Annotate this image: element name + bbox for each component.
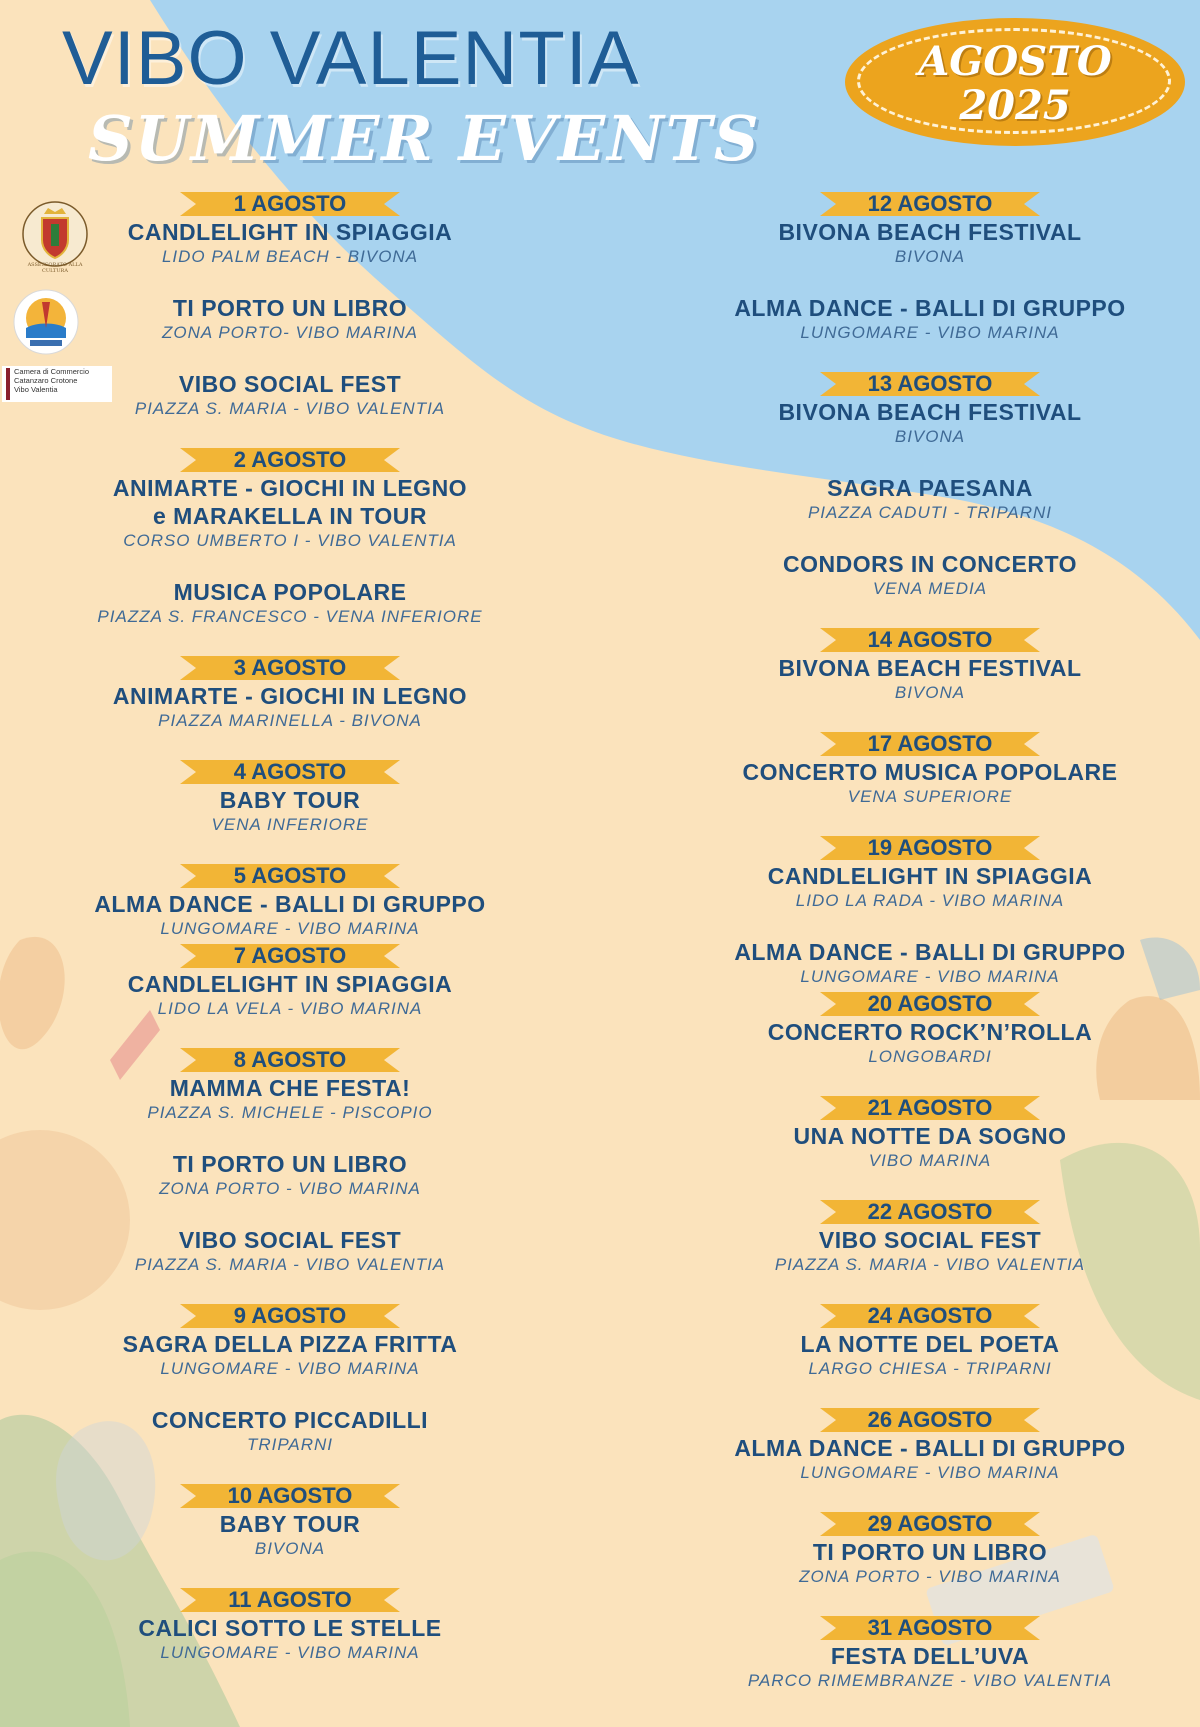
event-item [90,446,490,552]
event-location: LUNGOMARE - VIBO MARINA [160,1643,420,1662]
event-date: 11 AGOSTO [228,1587,352,1612]
event-date-badge [180,1482,400,1510]
event-item [730,474,1130,524]
event-item [730,1302,1130,1380]
event-location: LIDO PALM BEACH - BIVONA [161,247,419,266]
event-date-badge [820,990,1040,1018]
event-title: VIBO SOCIAL FEST [178,371,402,397]
event-location: VIBO MARINA [868,1151,992,1170]
event-item [730,1614,1130,1692]
event-item [730,1198,1130,1276]
year-label: 2025 [959,82,1071,129]
event-date: 8 AGOSTO [233,1047,347,1072]
event-item [730,1510,1130,1588]
event-location: PIAZZA S. FRANCESCO - VENA INFERIORE [97,607,483,626]
event-item [90,1226,490,1276]
event-item [90,862,490,940]
event-location: PIAZZA S. MARIA - VIBO VALENTIA [134,1255,446,1274]
event-date-badge [820,1614,1040,1642]
event-item [730,294,1130,344]
event-date-badge [180,1586,400,1614]
event-title: MAMMA CHE FESTA! [169,1075,411,1101]
event-title-line2: e MARAKELLA IN TOUR [153,503,427,529]
event-location: LONGOBARDI [868,1047,992,1066]
event-location: LUNGOMARE - VIBO MARINA [160,1359,420,1378]
event-title: ALMA DANCE - BALLI DI GRUPPO [94,891,486,917]
chamber-logo-line: Vibo Valentia [14,385,58,394]
chamber-logo-text [14,367,89,394]
event-location: BIVONA [254,1539,326,1558]
event-item [730,190,1130,268]
event-date: 10 AGOSTO [227,1483,353,1508]
event-item [90,1302,490,1380]
event-title: CALICI SOTTO LE STELLE [138,1615,442,1641]
event-date-badge [820,1198,1040,1226]
event-date: 29 AGOSTO [867,1511,993,1536]
event-title: CONCERTO PICCADILLI [151,1407,429,1433]
month-label: AGOSTO [918,38,1112,85]
event-location: BIVONA [894,247,966,266]
chamber-logo-line: Catanzaro Crotone [14,376,78,385]
event-location: ZONA PORTO- VIBO MARINA [162,323,418,342]
event-date: 9 AGOSTO [233,1303,347,1328]
event-title: VIBO SOCIAL FEST [178,1227,402,1253]
event-location: VENA INFERIORE [211,815,369,834]
event-date-badge [180,942,400,970]
event-title: FESTA DELL’UVA [830,1643,1030,1669]
event-item [90,578,490,628]
event-location: PIAZZA S. MARIA - VIBO VALENTIA [134,399,446,418]
event-title: SAGRA DELLA PIZZA FRITTA [122,1331,458,1357]
event-location: PARCO RIMEMBRANZE - VIBO VALENTIA [747,1671,1113,1690]
page-title: VIBO VALENTIA [62,16,640,101]
event-title: ALMA DANCE - BALLI DI GRUPPO [734,1435,1126,1461]
page-subtitle: SUMMER EVENTS [88,102,761,175]
event-title: BIVONA BEACH FESTIVAL [778,399,1082,425]
event-title: SAGRA PAESANA [827,475,1033,501]
event-title: ALMA DANCE - BALLI DI GRUPPO [734,295,1126,321]
event-item [90,1150,490,1200]
event-date: 21 AGOSTO [867,1095,993,1120]
event-title: ALMA DANCE - BALLI DI GRUPPO [734,939,1126,965]
event-location: PIAZZA S. MARIA - VIBO VALENTIA [774,1255,1086,1274]
event-title: TI PORTO UN LIBRO [172,295,408,321]
event-location: LUNGOMARE - VIBO MARINA [800,1463,1060,1482]
event-item [730,370,1130,448]
festival-logo [12,288,80,356]
event-date: 2 AGOSTO [233,447,347,472]
event-location: TRIPARNI [246,1435,334,1454]
event-date-badge [820,1406,1040,1434]
event-item [730,730,1130,808]
event-item [90,294,490,344]
event-date-badge [820,626,1040,654]
event-location: ZONA PORTO - VIBO MARINA [159,1179,421,1198]
event-date-badge [820,834,1040,862]
event-date-badge [820,730,1040,758]
event-location: ZONA PORTO - VIBO MARINA [799,1567,1061,1586]
events-column-right [730,190,1130,1718]
event-title: CANDLELIGHT IN SPIAGGIA [127,219,453,245]
event-title: CONCERTO MUSICA POPOLARE [742,759,1118,785]
event-title: BIVONA BEACH FESTIVAL [778,655,1082,681]
event-date-badge [180,758,400,786]
events-column-left [90,190,490,1690]
event-location: LIDO LA VELA - VIBO MARINA [157,999,423,1018]
event-location: LARGO CHIESA - TRIPARNI [808,1359,1052,1378]
event-date: 26 AGOSTO [867,1407,993,1432]
event-date: 17 AGOSTO [867,731,993,756]
event-item [730,938,1130,988]
event-item [730,990,1130,1068]
event-date-badge [180,862,400,890]
event-date: 24 AGOSTO [867,1303,993,1328]
event-title: ANIMARTE - GIOCHI IN LEGNO [112,475,468,501]
event-location: LUNGOMARE - VIBO MARINA [160,919,420,938]
month-badge-text [845,40,1185,128]
event-location: BIVONA [894,683,966,702]
event-date: 13 AGOSTO [867,371,993,396]
event-title: LA NOTTE DEL POETA [800,1331,1060,1357]
event-location: CORSO UMBERTO I - VIBO VALENTIA [123,531,457,550]
event-title: VIBO SOCIAL FEST [818,1227,1042,1253]
event-date: 14 AGOSTO [867,627,993,652]
event-title: TI PORTO UN LIBRO [812,1539,1048,1565]
event-date: 4 AGOSTO [233,759,347,784]
event-date-badge [820,1302,1040,1330]
chamber-logo-bar [6,368,10,400]
event-item [730,626,1130,704]
event-date: 1 AGOSTO [233,191,347,216]
event-title: CANDLELIGHT IN SPIAGGIA [127,971,453,997]
event-location: PIAZZA S. MICHELE - PISCOPIO [147,1103,433,1122]
event-date-badge [180,1046,400,1074]
event-location: VENA MEDIA [872,579,988,598]
event-title: CONDORS IN CONCERTO [782,551,1078,577]
event-title: BABY TOUR [219,787,361,813]
event-item [730,1406,1130,1484]
event-date-badge [180,190,400,218]
event-item [90,1406,490,1456]
event-title: UNA NOTTE DA SOGNO [793,1123,1067,1149]
event-item [90,1046,490,1124]
event-item [90,1482,490,1560]
event-title: CONCERTO ROCK’N’ROLLA [767,1019,1093,1045]
municipality-crest-logo [20,196,90,276]
crest-logo-text: ASSESSORATO ALLA CULTURA [27,262,83,274]
event-title: TI PORTO UN LIBRO [172,1151,408,1177]
event-date-badge [180,446,400,474]
event-date-badge [820,190,1040,218]
event-item [90,1586,490,1664]
event-title: BIVONA BEACH FESTIVAL [778,219,1082,245]
month-badge [845,18,1185,146]
event-location: VENA SUPERIORE [847,787,1013,806]
event-date: 31 AGOSTO [867,1615,993,1640]
event-date: 22 AGOSTO [867,1199,993,1224]
event-date: 12 AGOSTO [867,191,993,216]
event-title: MUSICA POPOLARE [173,579,407,605]
event-title: CANDLELIGHT IN SPIAGGIA [767,863,1093,889]
event-location: PIAZZA MARINELLA - BIVONA [158,711,422,730]
event-location: LIDO LA RADA - VIBO MARINA [795,891,1065,910]
event-location: LUNGOMARE - VIBO MARINA [800,323,1060,342]
event-title: ANIMARTE - GIOCHI IN LEGNO [112,683,468,709]
event-location: BIVONA [894,427,966,446]
event-date-badge [820,1510,1040,1538]
chamber-logo-line: Camera di Commercio [14,367,90,376]
event-item [730,1094,1130,1172]
event-date-badge [820,370,1040,398]
event-item [90,758,490,836]
event-item [730,834,1130,912]
event-date: 3 AGOSTO [233,655,347,680]
event-date: 20 AGOSTO [867,991,993,1016]
event-item [90,942,490,1020]
event-date-badge [180,1302,400,1330]
event-date-badge [180,654,400,682]
event-item [90,190,490,268]
event-location: PIAZZA CADUTI - TRIPARNI [807,503,1053,522]
event-location: LUNGOMARE - VIBO MARINA [800,967,1060,986]
event-title: BABY TOUR [219,1511,361,1537]
event-item [90,654,490,732]
event-date-badge [820,1094,1040,1122]
event-date: 7 AGOSTO [233,943,347,968]
event-item [90,370,490,420]
event-item [730,550,1130,600]
event-date: 5 AGOSTO [233,863,347,888]
event-date: 19 AGOSTO [867,835,993,860]
